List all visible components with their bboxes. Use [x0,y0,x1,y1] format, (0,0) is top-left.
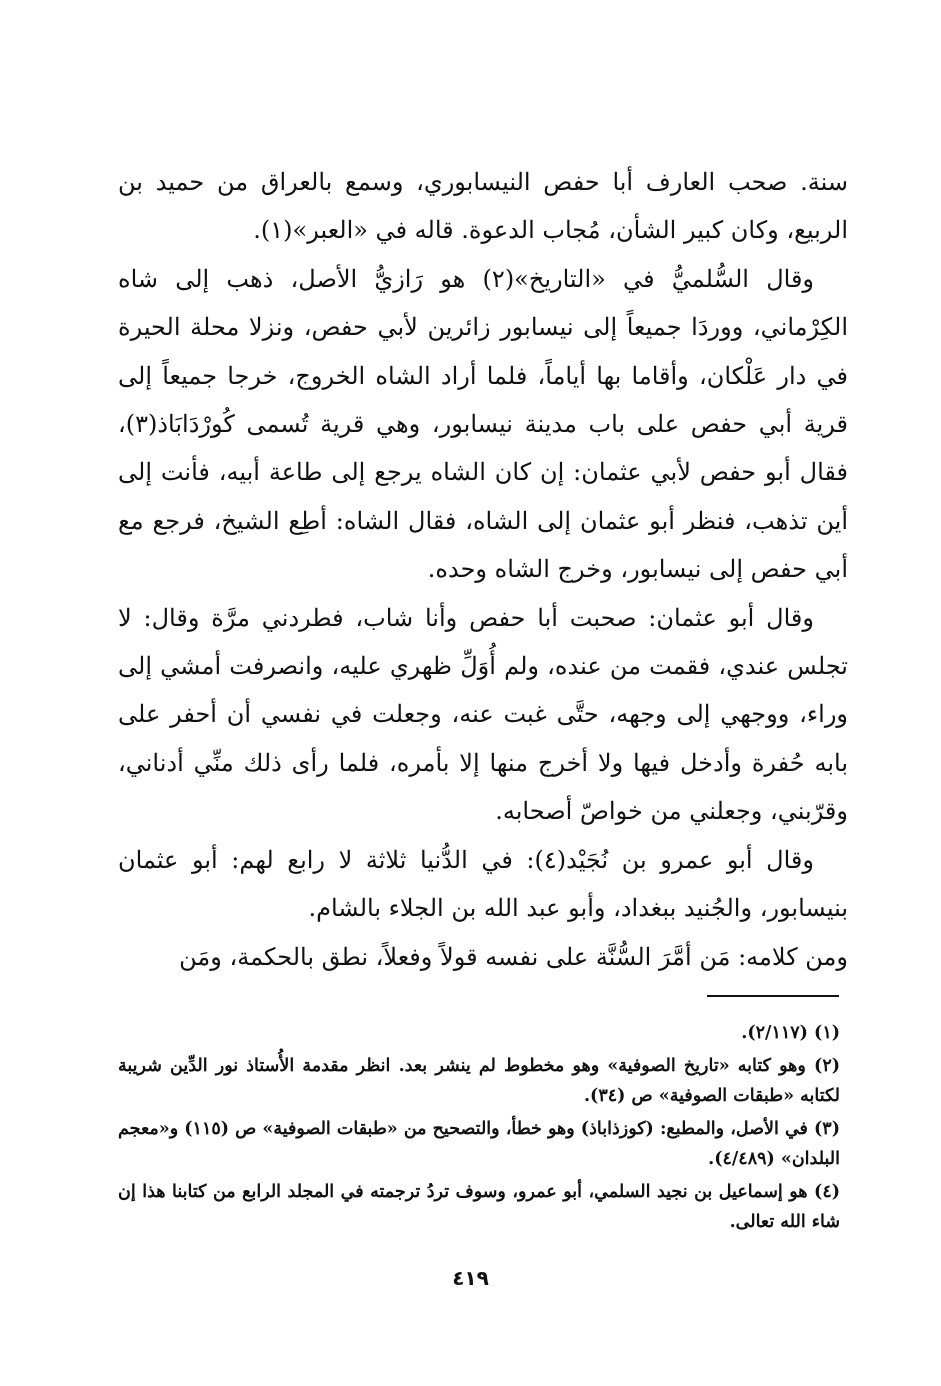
footnote-2: (٢) وهو كتابه «تاريخ الصوفية» وهو مخطوط لم ينشر بعد. انظر مقدمة الأُستاذ نور الدِّين شريبة لكتابه «طبقات الصوفية» ص (٣٤). [118,1055,840,1106]
footnote-1: (١) (٢/١١٧). [741,1023,840,1043]
paragraph-3: وقال أبو عثمان: صحبت أبا حفص وأنا شاب، فطردني مرَّة وقال: لا تجلس عندي، فقمت من عنده، ولم أُوَلِّ ظهري عليه، وانصرفت أمشي إلى وراء، ووجهي إلى وجهه، حتَّى غبت عنه، وجعلت في نفسي أن أحفر على بابه حُفرة وأدخل فيها ولا أخرج منها إلا بأمره، فلما رأى ذلك منِّي أدناني، وقرّبني، وجعلني من خواصّ أصحابه. [118,603,848,826]
footnote-3: (٣) في الأصل، والمطبع: (كوزذاباذ) وهو خطأ، والتصحيح من «طبقات الصوفية» ص (١١٥) و«معجم البلدان» (٤/٤٨٩). [118,1118,840,1169]
footnote-4: (٤) هو إسماعيل بن نجيد السلمي، أبو عمرو، وسوف تردُ ترجمته في المجلد الرابع من كتابنا هذا إن شاء الله تعالى. [118,1181,840,1232]
paragraph-2: وقال السُّلميُّ في «التاريخ»(٢) هو رَازيُّ الأصل، ذهب إلى شاه الكِرْماني، ووردَا جميعاً إلى نيسابور زائرين لأبي حفص، ونزلا محلة الحيرة في دار عَلْكان، وأقاما بها أياماً، فلما أراد الشاه الخروج، خرجا جميعاً إلى قرية أبي حفص على باب مدينة نيسابور، وهي قرية تُسمى كُورْدَابَاذ(٣)، فقال أبو حفص لأبي عثمان: إن كان الشاه يرجع إلى طاعة أبيه، فأنت إلى أين تذهب، فنظر أبو عثمان إلى الشاه، فقال الشاه: أطِع الشيخ، فرجع مع أبي حفص إلى نيسابور، وخرج الشاه وحده. [118,264,848,584]
footnotes [118,1018,840,1240]
paragraph-1: سنة. صحب العارف أبا حفص النيسابوري، وسمع بالعراق من حميد بن الربيع، وكان كبير الشأن، مُجاب الدعوة. قاله في «العبر»(١). [118,168,848,245]
paragraph-4: وقال أبو عمرو بن نُجَيْد(٤): في الدُّنيا ثلاثة لا رابع لهم: أبو عثمان بنيسابور، والجُنيد ببغداد، وأبو عبد الله بن الجلاء بالشام. [118,845,848,923]
main-text [118,158,848,981]
footnote-separator [707,995,839,997]
page-number: ٤١٩ [452,1266,489,1290]
paragraph-5: ومن كلامه: مَن أمَّرَ السُّنَّة على نفسه قولاً وفعلاً، نطق بالحكمة، ومَن [179,942,848,971]
